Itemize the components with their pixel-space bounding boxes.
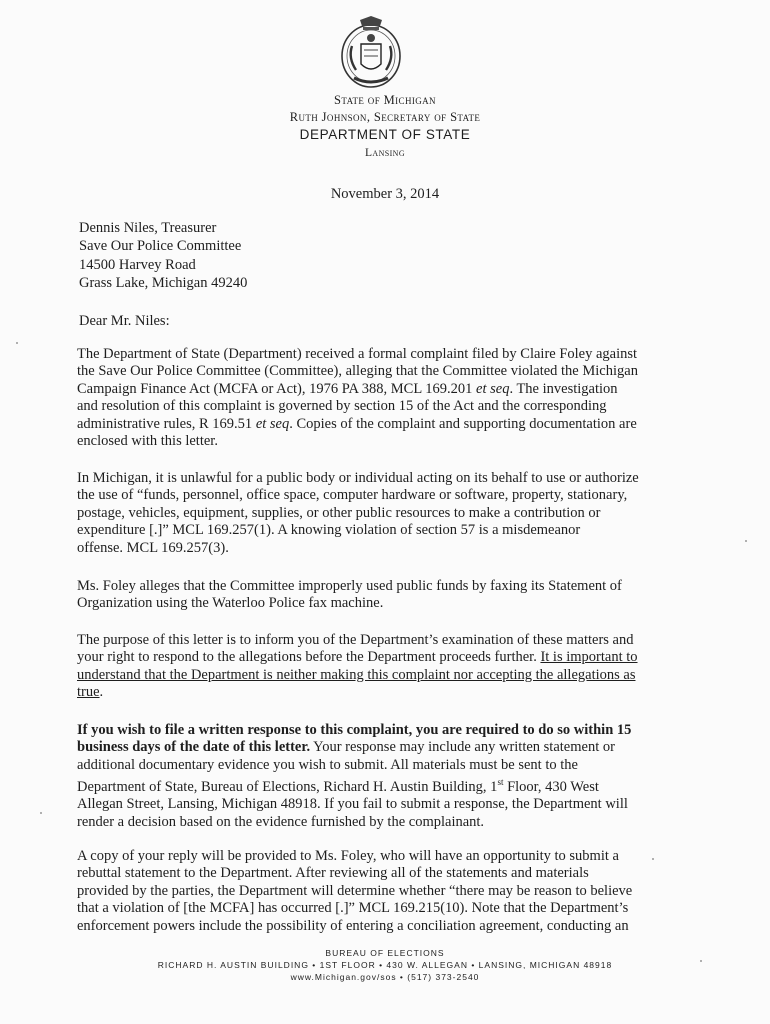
text: administrative rules, R 169.51 (77, 415, 253, 432)
text-line (77, 381, 677, 398)
underlined-text: It is important to (540, 649, 638, 666)
bold-text: business days of the date of this letter. (77, 739, 311, 756)
text-line: Allegan Street, Lansing, Michigan 48918. If you fail to submit a response, the Department will (77, 796, 628, 813)
text-line: the use of “funds, personnel, office space, computer hardware or software, property, stationary, (77, 487, 628, 504)
recipient-line: Grass Lake, Michigan 49240 (79, 274, 248, 291)
scan-speck (16, 342, 18, 344)
letterhead-state: State of Michigan (334, 93, 436, 107)
scan-speck (745, 540, 747, 542)
text-line: postage, vehicles, equipment, supplies, or other public resources to make a contribution or (77, 504, 601, 521)
text-line: enforcement powers include the possibility of entering a conciliation agreement, conducting an (77, 917, 629, 934)
text: . Copies of the complaint and supporting documentation are (289, 415, 637, 432)
text: . (99, 684, 104, 701)
text-line: Organization using the Waterloo Police fax machine. (77, 595, 384, 612)
recipient-line: Dennis Niles, Treasurer (79, 220, 217, 236)
text-line: In Michigan, it is unlawful for a public body or individual acting on its behalf to use or authorize (77, 470, 639, 486)
salutation: Dear Mr. Niles: (79, 313, 170, 329)
letterhead-official: Ruth Johnson, Secretary of State (289, 110, 481, 124)
paragraph-law (77, 470, 677, 557)
paragraph-reply (77, 848, 677, 935)
letterhead-city: Lansing (364, 147, 406, 159)
text-line: render a decision based on the evidence furnished by the complainant. (77, 813, 485, 830)
letterhead-department: DEPARTMENT OF STATE (299, 127, 471, 142)
text: Department of State, Bureau of Elections, Richard H. Austin Building, 1 (77, 779, 498, 796)
bold-text-line: If you wish to file a written response to this complaint, you are required to do so within 15 (77, 722, 632, 738)
text-line (77, 684, 677, 701)
paragraph-purpose (77, 632, 677, 702)
text-line: enclosed with this letter. (77, 433, 218, 450)
scan-speck (40, 812, 42, 814)
text-line (77, 416, 677, 433)
michigan-seal-logo (338, 14, 404, 90)
paragraph-complaint (77, 346, 677, 450)
superscript: st (497, 777, 504, 788)
letter-date: November 3, 2014 (330, 186, 440, 202)
recipient-line: 14500 Harvey Road (79, 256, 196, 273)
text: your right to respond to the allegations before the Department proceeds further. (77, 649, 537, 666)
text: Floor, 430 West (503, 779, 599, 796)
scan-speck (700, 960, 702, 962)
text: Campaign Finance Act (MCFA or Act), 1976 PA 388, MCL 169.201 (77, 380, 473, 397)
text-line: Ms. Foley alleges that the Committee improperly used public funds by faxing its Statement of (77, 578, 622, 594)
text-line: The Department of State (Department) received a formal complaint filed by Claire Foley against (77, 346, 638, 362)
underlined-text: true (77, 684, 100, 701)
text-line: A copy of your reply will be provided to Ms. Foley, who will have an opportunity to submit a (77, 848, 619, 864)
underlined-text-line: understand that the Department is neither making this complaint nor accepting the allegations as (77, 666, 636, 683)
text-line (77, 739, 677, 756)
text-line: offense. MCL 169.257(3). (77, 539, 229, 556)
text-line (77, 649, 677, 666)
scan-speck (652, 858, 654, 860)
text-line: provided by the parties, the Department will determine whether “there may be reason to believe (77, 882, 633, 899)
text-line: additional documentary evidence you wish to submit. All materials must be sent to the (77, 756, 578, 773)
text: . The investigation (509, 380, 618, 397)
text-line: that a violation of [the MCFA] has occurred [.]” MCL 169.215(10). Note that the Department’s (77, 900, 629, 917)
paragraph-allegation (77, 578, 677, 613)
footer-address: RICHARD H. AUSTIN BUILDING • 1ST FLOOR • 430 W. ALLEGAN • LANSING, MICHIGAN 48918 (157, 960, 613, 970)
italic-text: et seq (255, 415, 290, 432)
text: Your response may include any written statement or (310, 739, 615, 756)
recipient-line: Save Our Police Committee (79, 238, 242, 255)
text-line: and resolution of this complaint is governed by section 15 of the Act and the corresponding (77, 398, 607, 415)
text-line: expenditure [.]” MCL 169.257(1). A knowing violation of section 57 is a misdemeanor (77, 522, 581, 539)
text-line (77, 774, 677, 796)
italic-text: et seq (476, 380, 510, 397)
recipient-address (79, 219, 247, 292)
text-line: The purpose of this letter is to inform you of the Department’s examination of these matters and (77, 632, 634, 648)
footer-bureau: BUREAU OF ELECTIONS (325, 948, 445, 958)
text-line: the Save Our Police Committee (Committee), alleging that the Committee violated the Michigan (77, 363, 638, 380)
paragraph-response-deadline (77, 722, 677, 831)
text-line: rebuttal statement to the Department. After reviewing all of the statements and materials (77, 865, 589, 882)
footer-contact: www.Michigan.gov/sos • (517) 373-2540 (290, 972, 480, 982)
